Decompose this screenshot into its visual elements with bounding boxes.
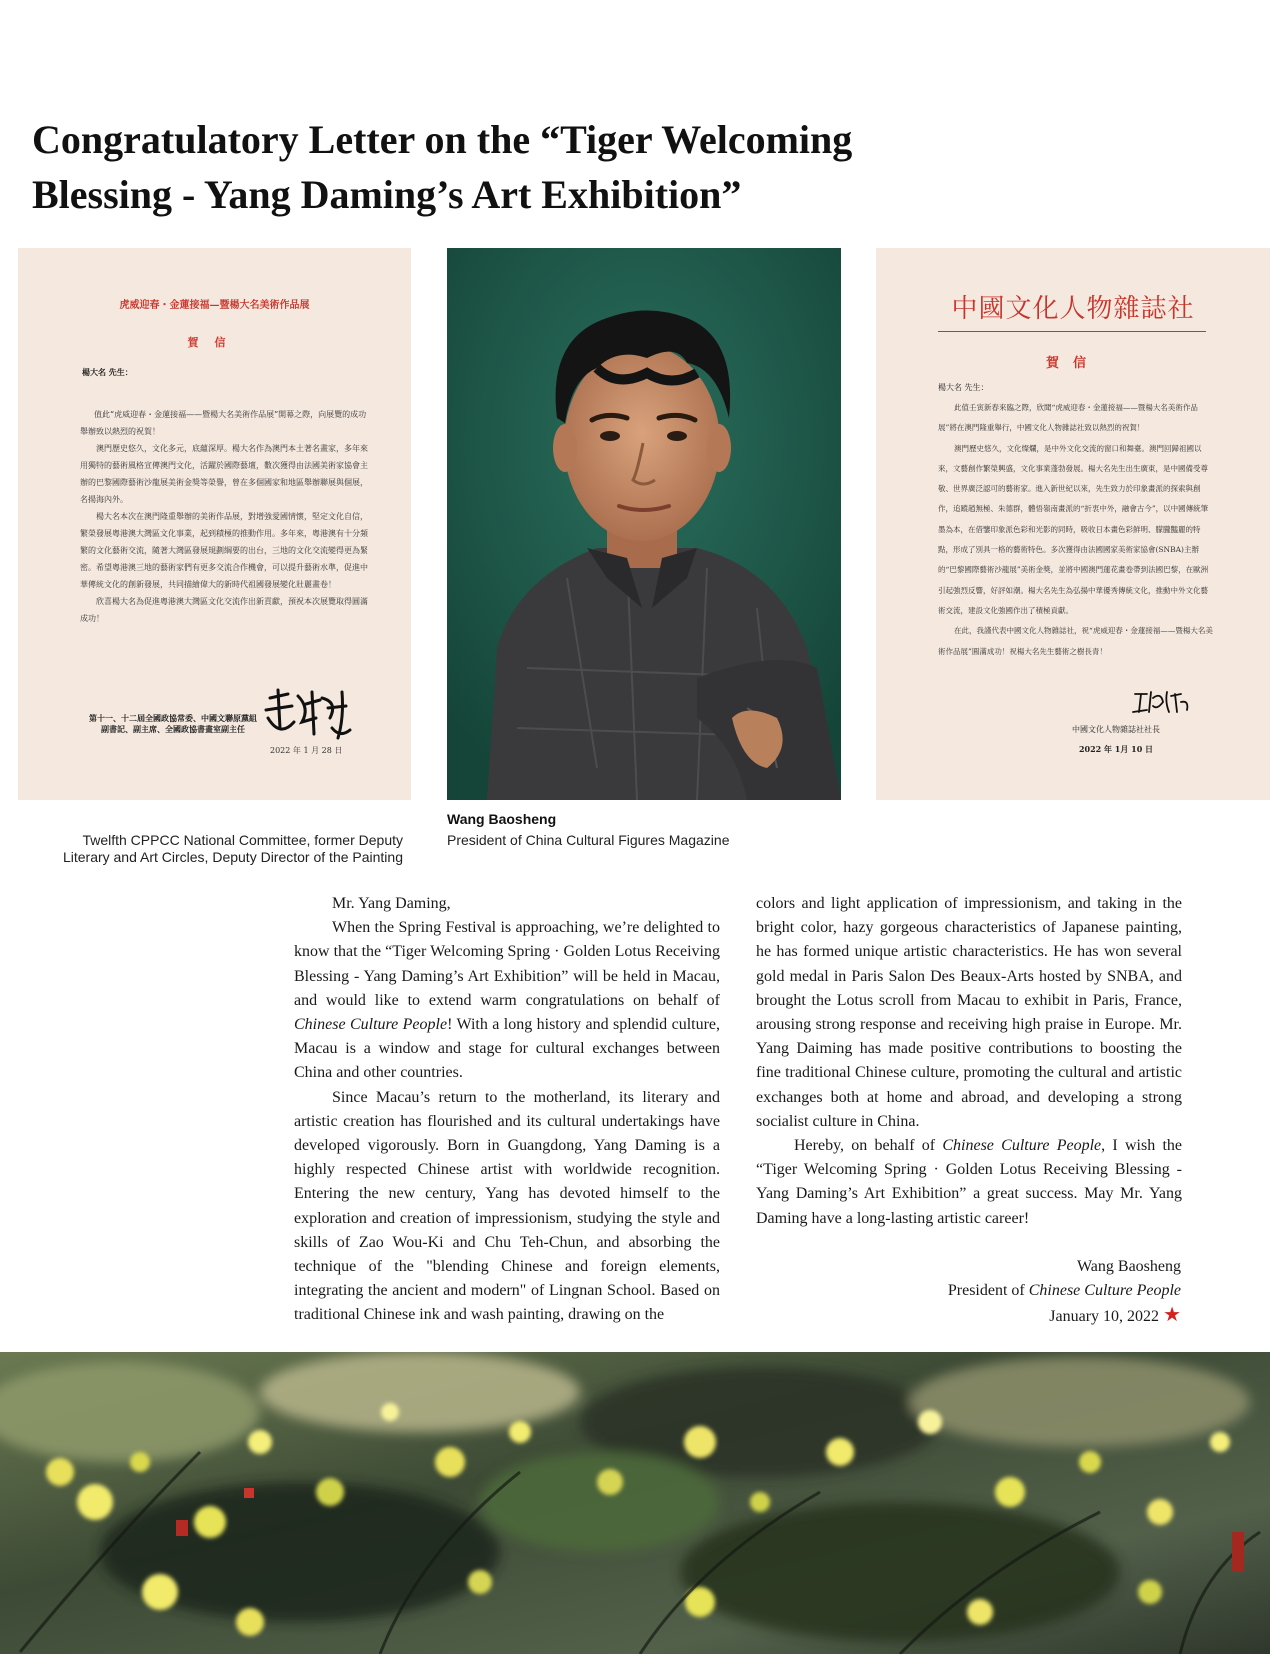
- letter-date: January 10, 2022 ★: [1049, 1304, 1181, 1327]
- title-line-1: Congratulatory Letter on the “Tiger Welcoming: [32, 117, 853, 162]
- left-caption-line-1: Twelfth CPPCC National Committee, former Deputy: [82, 832, 403, 848]
- left-letter-salutation: 楊大名 先生：: [82, 367, 133, 377]
- right-letter-date: 2022 年 1月 10 日: [1078, 744, 1154, 754]
- left-letter-heading: 賀信: [187, 336, 242, 349]
- letter-paragraph-3: Hereby, on behalf of Chinese Culture People, I wish the “Tiger Welcoming Spring · Golden Lotus Receiving Blessing - Yang Daming’s Art Exhibition” a great success. May Mr. Yang Daming have a long-lasting artistic career!: [756, 1137, 1182, 1227]
- right-letter-paragraph: 在此，我謹代表中國文化人物雜誌社，祝“虎威迎春・金蓮接福——暨楊大名美術作品展”圓滿成功！祝楊大名先生藝術之樹長青！: [938, 626, 1213, 656]
- signature-image: [258, 688, 358, 748]
- page-title: [32, 112, 1032, 222]
- left-letter-exhibition-title: 虎威迎春・金蓮接福—暨楊大名美術作品展: [119, 300, 310, 311]
- letter-signature-block: [756, 1255, 1181, 1330]
- right-letter-salutation: 楊大名 先生：: [938, 383, 989, 392]
- left-letter-paragraph: 澳門歷史悠久，文化多元，底蘊深厚。楊大名作為澳門本土著名畫家，多年來用獨特的藝術風格宣傳澳門文化，活躍於國際藝壇，數次獲得由法國美術家協會主辦的巴黎國際藝術沙龍展美術金獎等榮譽，曾在多個國家和地區舉辦聯展與個展，名揚海內外。: [80, 444, 368, 504]
- signature-image: [1131, 688, 1191, 716]
- letter-signer-role: President of Chinese Culture People: [947, 1282, 1181, 1300]
- left-letter-paragraph: 欣喜楊大名為促進粵港澳大灣區文化交流作出新貢獻，預祝本次展覽取得圓滿成功！: [80, 597, 368, 623]
- portrait-caption-role: President of China Cultural Figures Magazine: [447, 832, 730, 848]
- right-letter-body: [938, 398, 1214, 662]
- painting-illustration: [0, 1352, 1270, 1654]
- left-letter-date: 2022 年 1 月 28 日: [270, 746, 343, 755]
- portrait-caption-name: Wang Baosheng: [447, 811, 557, 827]
- left-letter-body: [80, 406, 372, 627]
- left-caption-line-2: Literary and Art Circles, Deputy Director of the Painting: [62, 849, 403, 865]
- letter-salutation: Mr. Yang Daming,: [332, 895, 451, 912]
- letter-signer-name: Wang Baosheng: [1076, 1258, 1181, 1275]
- portrait-illustration: [447, 248, 841, 800]
- letter-paragraph-1: When the Spring Festival is approaching, we’re delighted to know that the “Tiger Welcoming Spring · Golden Lotus Receiving Blessing - Yang Daming’s Art Exhibition” will be held in Macau, and would like to extend warm congratulations on behalf of Chinese Culture People! With a long history and splendid culture, Macau is a window and stage for cultural exchanges between China and other countries.: [294, 919, 721, 1082]
- letter-column-right: [756, 892, 1182, 1231]
- portrait-photo: [447, 248, 841, 800]
- right-letter-panel: [876, 248, 1270, 800]
- right-letter-paragraph: 此值壬寅新春來臨之際，欣聞“虎威迎春・金蓮接福——暨楊大名美術作品展”將在澳門隆重舉行，中國文化人物雜誌社致以熱烈的祝賀！: [938, 403, 1198, 433]
- star-icon: ★: [1163, 1304, 1181, 1327]
- letter-paragraph-2-continued: colors and light application of impressionism, and taking in the bright color, hazy gorgeous characteristics of Japanese painting, he has formed unique artistic characteristics. He has won several gold medal in Paris Salon Des Beaux-Arts hosted by SNBA, and brought the Lotus scroll from Macau to exhibit in Paris, France, arousing strong response and receiving high praise in Europe. Mr. Yang Daiming has made positive contributions to boosting the fine traditional Chinese culture, promoting the cultural and artistic exchanges both at home and abroad, and developing a strong socialist culture in China.: [756, 895, 1182, 1130]
- letter-paragraph-2: Since Macau’s return to the motherland, its literary and artistic creation has flourished and its cultural undertakings have developed vigorously. Born in Guangdong, Yang Daming is a highly respected Chinese artist with worldwide recognition. Entering the new century, Yang has devoted himself to the exploration and creation of impressionism, studying the style and skills of Zao Wou-Ki and Chu Teh-Chun, and absorbing the technique of the "blending Chinese and foreign elements, integrating the ancient and modern" of Lingnan School. Based on traditional Chinese ink and wash painting, drawing on the: [294, 1088, 720, 1324]
- letter-column-left: [294, 892, 720, 1328]
- right-letter-heading: 賀信: [1045, 356, 1100, 371]
- left-letter-paragraph: 值此“虎威迎春・金蓮接福——暨楊大名美術作品展”開幕之際，向展覽的成功舉辦致以熱烈的祝賀！: [80, 410, 367, 436]
- painting-strip: [0, 1352, 1270, 1654]
- title-line-2: Blessing - Yang Daming’s Art Exhibition”: [32, 172, 742, 217]
- left-letter-panel: [18, 248, 411, 800]
- left-letter-sender: 第十一、十二屆全國政協常委、中國文聯原黨組副書記、副主席、全國政協書畫室副主任: [89, 713, 257, 734]
- right-letter-sender: 中國文化人物雜誌社社長: [1072, 725, 1160, 734]
- right-letter-magazine-name: 中國文化人物雜誌社: [951, 294, 1195, 324]
- right-letter-divider: [938, 331, 1206, 332]
- left-letter-caption: [20, 832, 403, 866]
- left-letter-paragraph: 楊大名本次在澳門隆重舉辦的美術作品展，對增強愛國情懷，堅定文化自信，繁榮發展粵港澳大灣區文化事業，起到積極的推動作用。多年來，粵港澳有十分頻繁的文化藝術交流，隨著大灣區發展規劃綱要的出台，三地的文化交流變得更為緊密。希望粵港澳三地的藝術家們有更多交流合作機會，可以提升藝術水準，促進中華傳統文化的創新發展，共同描繪偉大的新時代祖國發展變化壯麗畫卷！: [80, 512, 368, 589]
- right-letter-paragraph: 澳門歷史悠久，文化燦爛，是中外文化交流的窗口和舞臺。澳門回歸祖國以來，文藝創作繁榮興盛，文化事業蓬勃發展。楊大名先生出生廣東，是中國備受尊敬、世界廣泛認可的藝術家。進入新世紀以來，先生致力於印象畫派的探索與創作，追蹤趙無極、朱德群，體悟嶺南畫派的“折衷中外，融會古今”，以中國傳統筆墨為本，在借鑒印象派色彩和光影的同時，吸收日本畫色彩鮮明、朦朧豔麗的特點，形成了別具一格的藝術特色。多次獲得由法國國家美術家協會(SNBA)主辦的“巴黎國際藝術沙龍展”美術金獎，並將中國澳門蓮花畫卷帶到法國巴黎，在歐洲引起強烈反響，好評如潮。楊大名先生為弘揚中華優秀傳統文化，推動中外文化藝術交流，建設文化強國作出了積極貢獻。: [938, 443, 1209, 615]
